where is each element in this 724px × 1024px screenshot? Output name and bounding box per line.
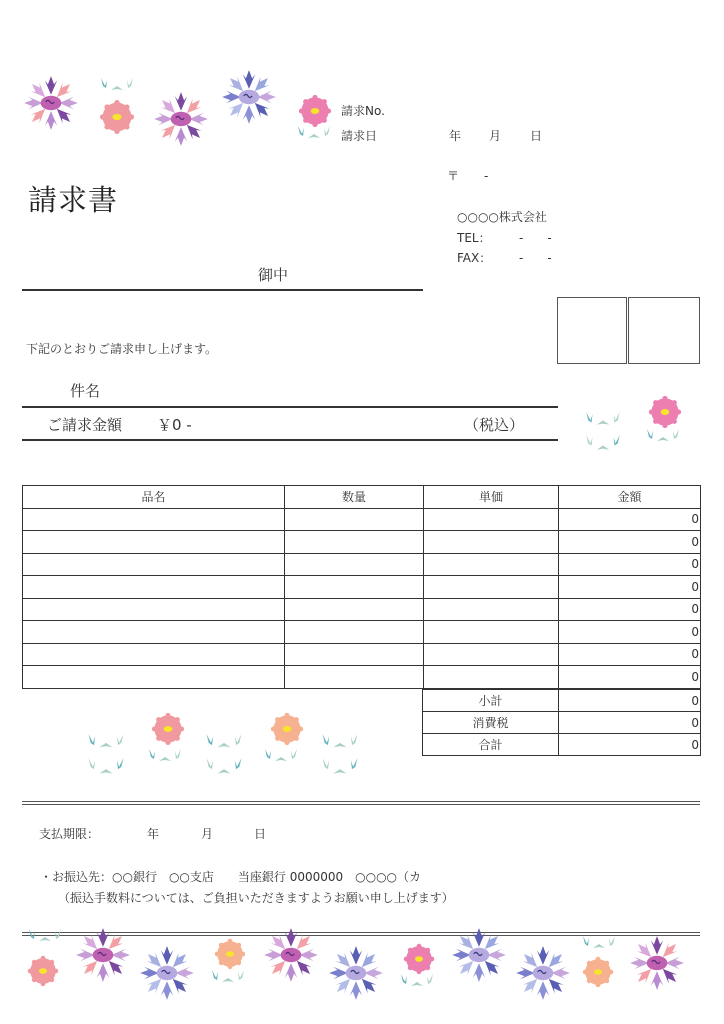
sender-fax-value: - - bbox=[519, 251, 552, 265]
cell-item-name[interactable] bbox=[23, 553, 285, 576]
table-row bbox=[23, 576, 701, 599]
subtotal-row bbox=[423, 690, 701, 712]
leaves-icon bbox=[22, 927, 68, 949]
table-row bbox=[23, 531, 701, 554]
leaves-icon bbox=[205, 968, 251, 990]
cornflower-icon bbox=[218, 66, 280, 128]
leaves-icon bbox=[640, 427, 686, 449]
cell-quantity[interactable] bbox=[285, 531, 424, 554]
cell-amount: 0 bbox=[559, 666, 701, 689]
subject-underline bbox=[22, 406, 558, 408]
cornflower-icon bbox=[626, 932, 688, 994]
leaves-icon bbox=[82, 732, 130, 780]
table-header-row bbox=[23, 486, 701, 509]
tax-row bbox=[423, 712, 701, 734]
cell-item-name[interactable] bbox=[23, 598, 285, 621]
leaves-icon bbox=[394, 972, 440, 994]
cornflower-icon bbox=[512, 942, 574, 1004]
leaves-icon bbox=[580, 410, 626, 456]
payment-due-day: 日 bbox=[254, 827, 267, 841]
recipient-underline bbox=[22, 289, 423, 291]
daisy-icon bbox=[27, 955, 59, 987]
cell-unit-price[interactable] bbox=[424, 576, 559, 599]
stamp-box-1 bbox=[557, 297, 627, 364]
cell-amount: 0 bbox=[559, 598, 701, 621]
sender-company: ○○○○株式会社 bbox=[457, 210, 547, 224]
leaves-icon bbox=[142, 747, 188, 769]
payment-due-label: 支払期限： bbox=[39, 827, 100, 841]
table-row bbox=[23, 508, 701, 531]
cell-unit-price[interactable] bbox=[424, 531, 559, 554]
daisy-icon bbox=[298, 94, 332, 128]
amount-underline bbox=[22, 439, 558, 441]
total-row bbox=[423, 734, 701, 756]
amount-label: ご請求金額 bbox=[47, 416, 123, 434]
cell-item-name[interactable] bbox=[23, 643, 285, 666]
cell-quantity[interactable] bbox=[285, 598, 424, 621]
postal-mark: 〒 bbox=[447, 169, 460, 183]
sender-tel-value: - - bbox=[519, 231, 552, 245]
cornflower-icon bbox=[325, 942, 387, 1004]
tax-label: 消費税 bbox=[423, 712, 559, 734]
sender-tel-label: TEL： bbox=[457, 231, 491, 245]
sender-fax-label: FAX： bbox=[457, 251, 492, 265]
daisy-icon bbox=[99, 99, 135, 135]
cornflower-icon bbox=[136, 942, 198, 1004]
cell-unit-price[interactable] bbox=[424, 598, 559, 621]
leaves-icon bbox=[200, 732, 248, 780]
page-title: 請求書 bbox=[28, 183, 119, 217]
daisy-icon bbox=[151, 712, 185, 746]
cell-item-name[interactable] bbox=[23, 531, 285, 554]
cell-unit-price[interactable] bbox=[424, 621, 559, 644]
leaves-icon bbox=[95, 76, 139, 98]
amount-value: ￥0 - bbox=[157, 416, 192, 434]
subtotal-value: 0 bbox=[559, 690, 701, 712]
payment-due-year: 年 bbox=[147, 827, 160, 841]
header-item-name: 品名 bbox=[23, 486, 285, 509]
table-row bbox=[23, 666, 701, 689]
invoice-date-month: 月 bbox=[489, 129, 502, 143]
header-quantity: 数量 bbox=[285, 486, 424, 509]
intro-text: 下記のとおりご請求申し上げます。 bbox=[26, 342, 218, 356]
cell-unit-price[interactable] bbox=[424, 553, 559, 576]
cell-quantity[interactable] bbox=[285, 621, 424, 644]
cornflower-icon bbox=[448, 924, 510, 986]
cell-quantity[interactable] bbox=[285, 666, 424, 689]
tax-value: 0 bbox=[559, 712, 701, 734]
cell-quantity[interactable] bbox=[285, 576, 424, 599]
payment-due-month: 月 bbox=[201, 827, 214, 841]
cell-amount: 0 bbox=[559, 621, 701, 644]
table-row bbox=[23, 643, 701, 666]
postal-dash: - bbox=[484, 169, 489, 183]
cell-item-name[interactable] bbox=[23, 508, 285, 531]
invoice-date-day: 日 bbox=[530, 129, 543, 143]
cornflower-icon bbox=[150, 88, 212, 150]
stamp-box-2 bbox=[628, 297, 700, 364]
leaves-icon bbox=[258, 747, 304, 769]
table-row bbox=[23, 598, 701, 621]
cornflower-icon bbox=[72, 924, 134, 986]
invoice-date-label: 請求日 bbox=[341, 129, 378, 143]
daisy-icon bbox=[214, 938, 246, 970]
header-amount: 金額 bbox=[559, 486, 701, 509]
cell-item-name[interactable] bbox=[23, 621, 285, 644]
tax-included-note: （税込） bbox=[464, 416, 525, 434]
header-unit-price: 単価 bbox=[424, 486, 559, 509]
cornflower-icon bbox=[260, 924, 322, 986]
leaves-icon bbox=[576, 934, 622, 956]
cell-amount: 0 bbox=[559, 508, 701, 531]
cornflower-icon bbox=[20, 72, 82, 134]
invoice-date-year: 年 bbox=[449, 129, 462, 143]
recipient-honorific: 御中 bbox=[258, 266, 289, 284]
leaves-icon bbox=[292, 124, 336, 146]
cell-item-name[interactable] bbox=[23, 666, 285, 689]
table-row bbox=[23, 553, 701, 576]
subject-label: 件名 bbox=[70, 382, 101, 400]
daisy-icon bbox=[648, 395, 682, 429]
cell-unit-price[interactable] bbox=[424, 666, 559, 689]
summary-table bbox=[422, 689, 701, 756]
daisy-icon bbox=[582, 956, 614, 988]
cell-quantity[interactable] bbox=[285, 508, 424, 531]
cell-amount: 0 bbox=[559, 531, 701, 554]
daisy-icon bbox=[403, 943, 435, 975]
total-label: 合計 bbox=[423, 734, 559, 756]
cell-quantity[interactable] bbox=[285, 553, 424, 576]
items-table bbox=[22, 485, 701, 689]
subtotal-label: 小計 bbox=[423, 690, 559, 712]
cell-unit-price[interactable] bbox=[424, 643, 559, 666]
cell-amount: 0 bbox=[559, 576, 701, 599]
cell-amount: 0 bbox=[559, 643, 701, 666]
cell-item-name[interactable] bbox=[23, 576, 285, 599]
cell-unit-price[interactable] bbox=[424, 508, 559, 531]
leaves-icon bbox=[316, 732, 364, 780]
daisy-icon bbox=[270, 712, 304, 746]
bank-transfer-info: ・お振込先：○○銀行 ○○支店 当座銀行 0000000 ○○○○（カ bbox=[40, 870, 422, 884]
section-divider bbox=[22, 801, 700, 805]
cell-amount: 0 bbox=[559, 553, 701, 576]
cell-quantity[interactable] bbox=[285, 643, 424, 666]
total-value: 0 bbox=[559, 734, 701, 756]
invoice-no-label: 請求No. bbox=[341, 104, 385, 118]
table-row bbox=[23, 621, 701, 644]
transfer-fee-note: （振込手数料については、ご負担いただきますようお願い申し上げます） bbox=[58, 891, 454, 905]
